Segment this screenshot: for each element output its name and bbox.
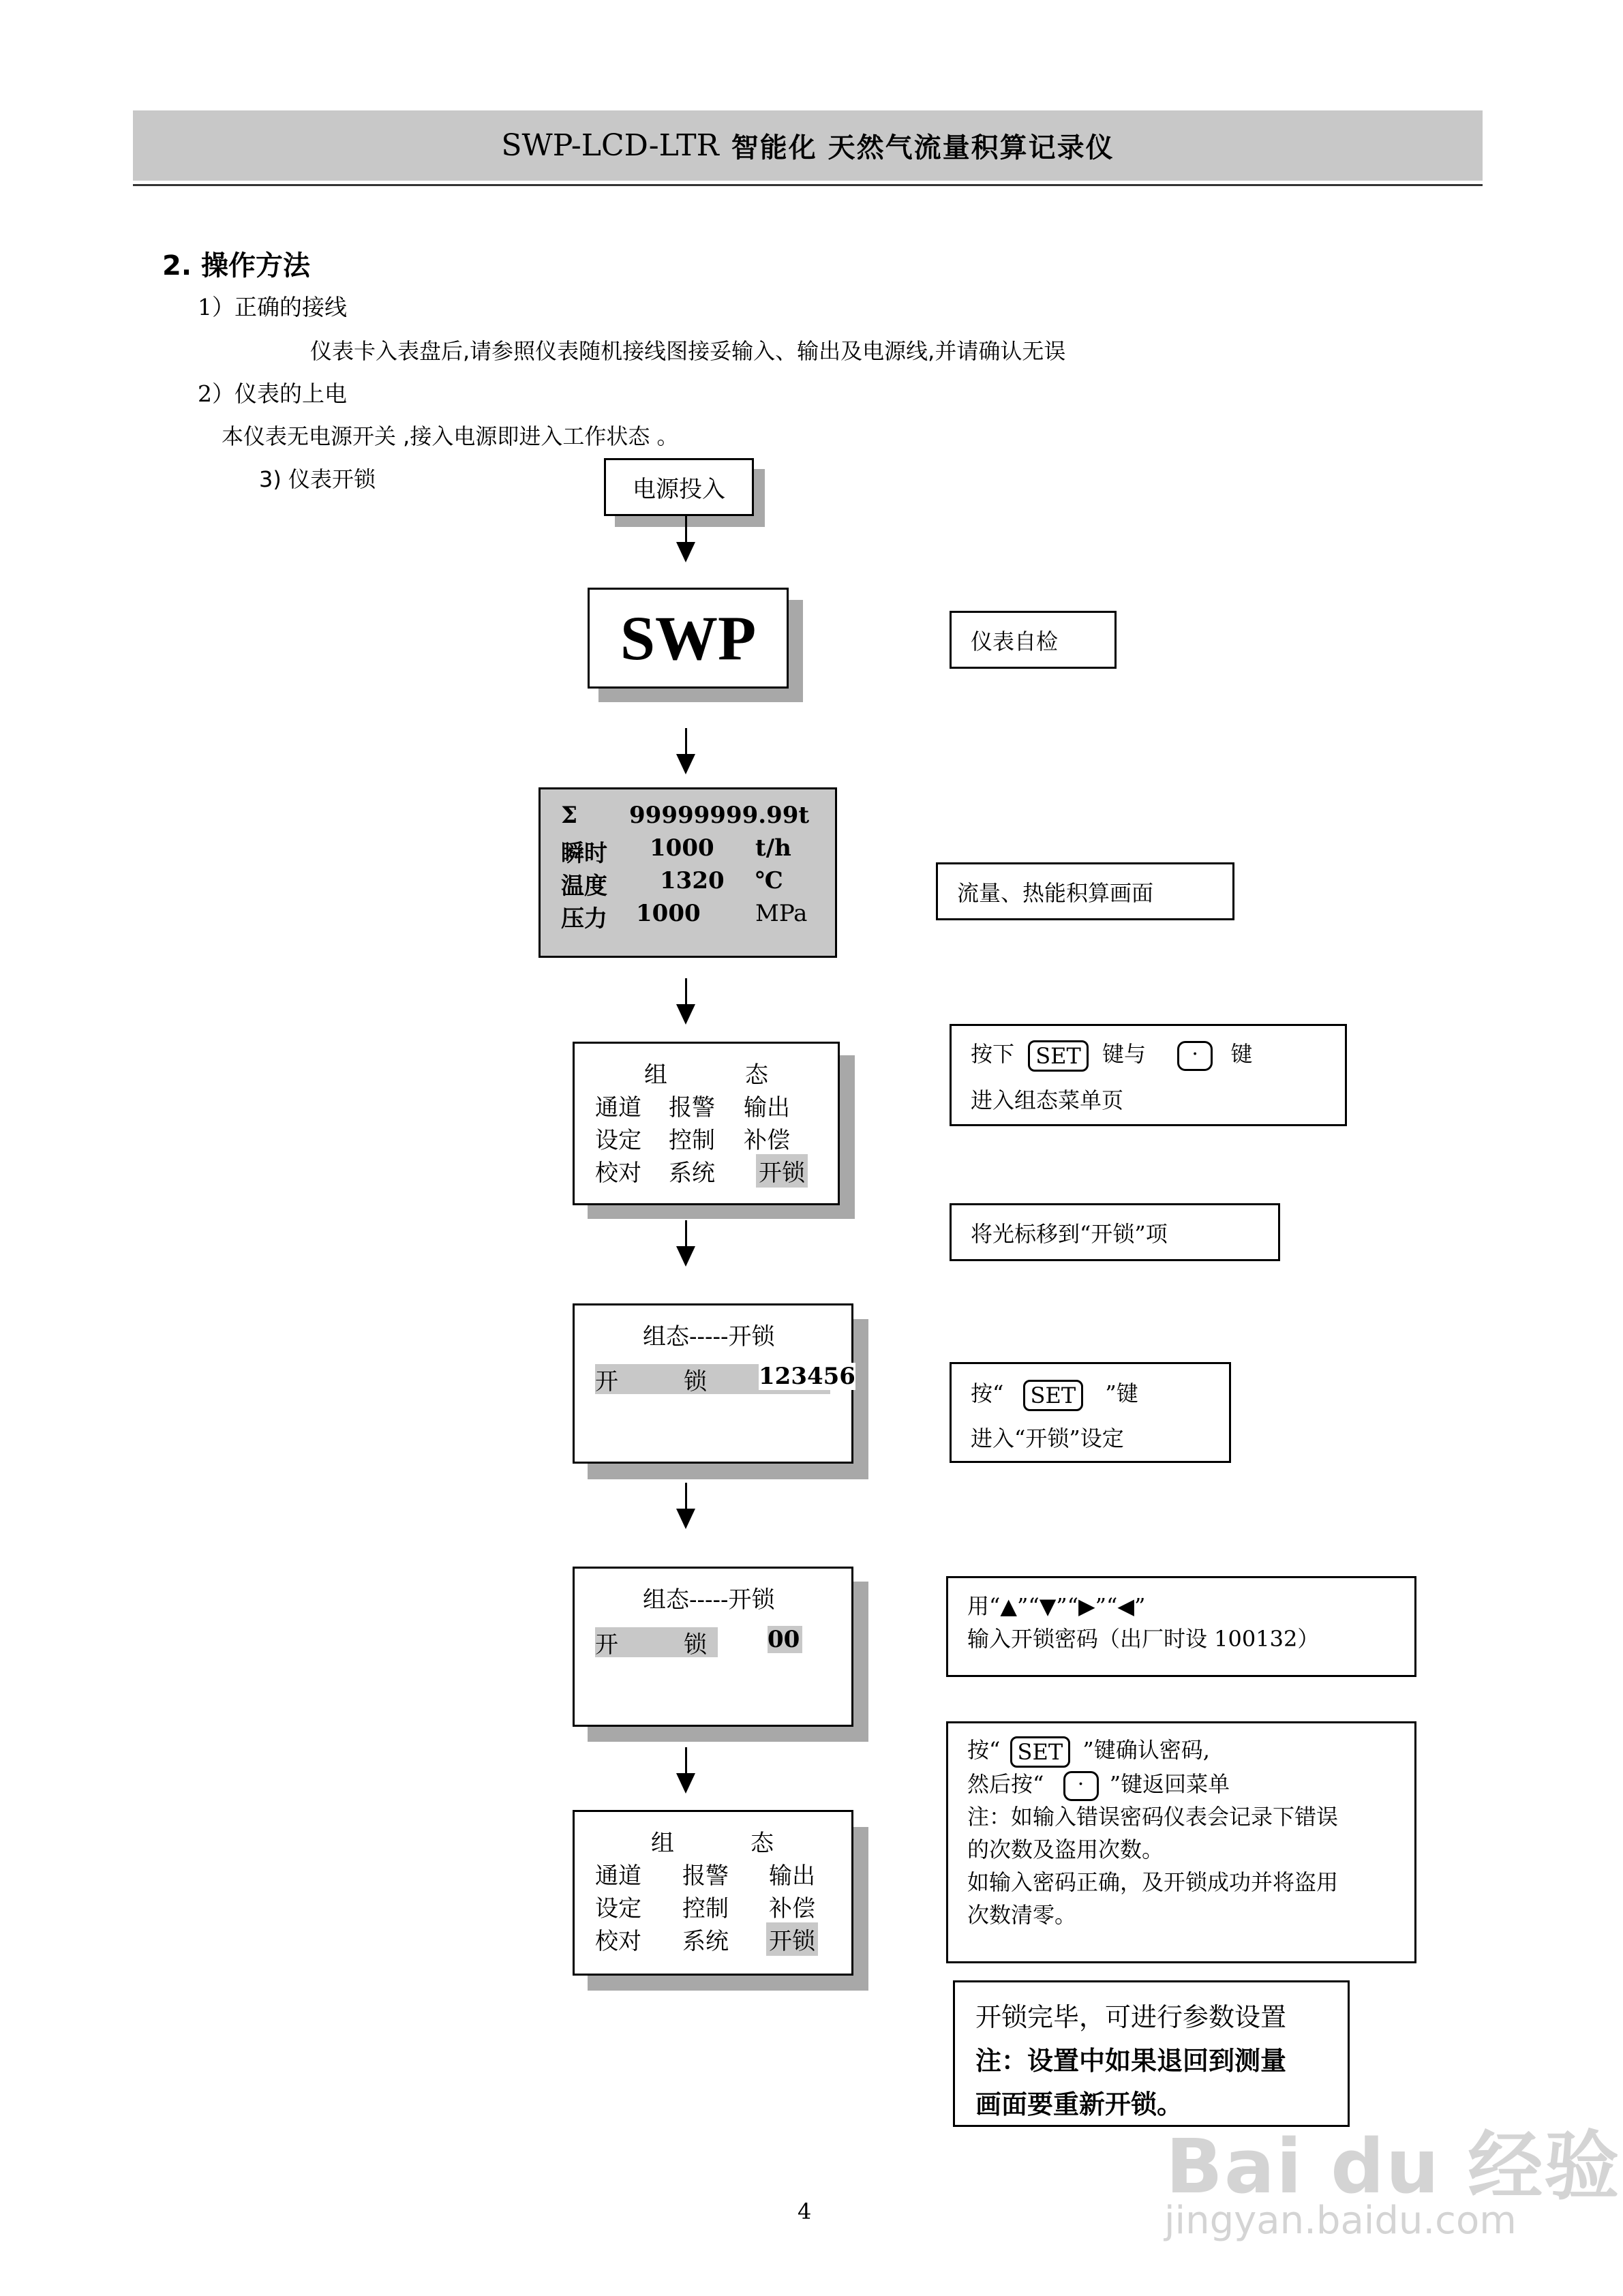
menu-title-a: 组 — [651, 1830, 674, 1857]
flow-arrow — [685, 1747, 687, 1774]
swp-logo: SWP — [620, 603, 757, 673]
arrow-keys-line1: 用“▲”“▼”“▶”“◀” — [967, 1593, 1146, 1619]
watermark-logo: Bai du 经验 — [1166, 2123, 1621, 2210]
measure-value: 1000 — [650, 834, 714, 862]
measure-unit: ℃ — [755, 867, 783, 894]
confirm-line5: 如输入密码正确，及开锁成功并将盗用 — [967, 1869, 1339, 1895]
set-key-icon: SET — [1028, 1040, 1089, 1072]
unlock-screen — [573, 1567, 853, 1727]
flow-arrow — [685, 1220, 687, 1248]
menu-item-alarm: 报警 — [669, 1094, 715, 1121]
dot-key-icon: · — [1177, 1041, 1213, 1071]
menu-item-system: 系统 — [682, 1928, 729, 1955]
menu-item-control: 控制 — [682, 1895, 729, 1922]
menu-item-compensation: 补偿 — [769, 1895, 815, 1922]
confirm-line3: 注：如输入错误密码仪表会记录下错误 — [967, 1804, 1339, 1830]
final-note-line2: 注：设置中如果退回到测量 — [975, 2046, 1287, 2076]
confirm-note — [946, 1721, 1416, 1963]
note-text: 然后按“ — [967, 1771, 1044, 1797]
set-key-icon: SET — [1023, 1380, 1084, 1411]
flow-arrow — [685, 978, 687, 1006]
arrow-head-icon — [676, 542, 695, 562]
confirm-line6: 次数清零。 — [967, 1902, 1077, 1928]
menu-item-setting: 设定 — [595, 1895, 641, 1922]
flow-arrow — [685, 516, 687, 543]
power-on-box — [604, 458, 754, 516]
menu-item-setting: 设定 — [595, 1127, 641, 1154]
measure-note-label: 流量、热能积算画面 — [957, 879, 1154, 906]
measure-unit: MPa — [755, 900, 808, 927]
final-note-line3: 画面要重新开锁。 — [975, 2089, 1183, 2119]
arrow-head-icon — [676, 1509, 695, 1529]
note-text: ”键返回菜单 — [1109, 1771, 1230, 1797]
dot-key-icon: · — [1063, 1771, 1099, 1801]
menu-item-alarm: 报警 — [682, 1862, 729, 1890]
config-menu-screen — [573, 1810, 853, 1976]
menu-item-unlock: 开锁 — [766, 1922, 818, 1956]
note-text: ”键确认密码, — [1082, 1737, 1210, 1763]
set-dot-line1 — [971, 1037, 1252, 1072]
menu-title-a: 组 — [644, 1061, 667, 1089]
cursor-note — [950, 1203, 1280, 1261]
menu-item-calibrate: 校对 — [595, 1928, 641, 1955]
document-title — [133, 110, 1483, 181]
set-dot-line2: 进入组态菜单页 — [971, 1087, 1124, 1113]
sigma-icon: Σ — [561, 802, 578, 829]
note-text: 按下 — [971, 1041, 1015, 1067]
final-note-line1: 开锁完毕，可进行参数设置 — [975, 2002, 1287, 2032]
set-note — [950, 1362, 1231, 1463]
title-description: 智能化 天然气流量积算记录仪 — [731, 132, 1114, 164]
swp-logo-box — [588, 588, 789, 689]
menu-item-channel: 通道 — [595, 1862, 641, 1890]
arrow-head-icon — [676, 1004, 695, 1025]
page-number: 4 — [798, 2199, 812, 2224]
step-1-label: 1）正确的接线 — [198, 294, 347, 320]
final-note — [953, 1980, 1350, 2127]
header-rule — [133, 184, 1483, 186]
flow-arrow — [685, 728, 687, 755]
unlock-label-a: 开 — [595, 1631, 618, 1659]
section-title: 2. 操作方法 — [162, 250, 310, 282]
watermark-url: jingyan.baidu.com — [1164, 2199, 1517, 2243]
power-on-label: 电源投入 — [633, 476, 725, 503]
measure-value: 1320 — [660, 867, 725, 894]
flow-arrow — [685, 1483, 687, 1510]
unlock-title: 组态-----开锁 — [643, 1586, 775, 1614]
menu-item-output: 输出 — [744, 1094, 790, 1121]
set-note-line2: 进入“开锁”设定 — [971, 1425, 1124, 1451]
set-dot-note — [950, 1024, 1347, 1126]
note-text: ”键 — [1105, 1380, 1138, 1406]
unlock-screen — [573, 1303, 853, 1464]
measure-label: 压力 — [561, 905, 607, 933]
arrow-head-icon — [676, 754, 695, 774]
note-text: 键 — [1230, 1041, 1253, 1067]
note-text: 按“ — [971, 1380, 1004, 1406]
config-menu-screen — [573, 1042, 840, 1205]
menu-item-unlock: 开锁 — [756, 1154, 808, 1188]
step-1-body: 仪表卡入表盘后,请参照仪表随机接线图接妥输入、输出及电源线,并请确认无误 — [310, 338, 1066, 364]
menu-item-compensation: 补偿 — [744, 1127, 790, 1154]
arrow-keys-line2: 输入开锁密码（出厂时设 100132） — [967, 1626, 1320, 1652]
measure-label: 瞬时 — [561, 840, 607, 867]
step-3-label: 3) 仪表开锁 — [259, 466, 376, 492]
menu-title-b: 态 — [745, 1061, 768, 1089]
self-check-note — [950, 611, 1117, 669]
measure-label: 温度 — [561, 873, 607, 900]
unlock-label-b: 锁 — [684, 1631, 707, 1659]
step-2-label: 2）仪表的上电 — [198, 380, 347, 407]
arrow-keys-note — [946, 1576, 1416, 1677]
measure-unit: t/h — [755, 834, 791, 862]
self-check-label: 仪表自检 — [971, 628, 1059, 654]
sum-value: 99999999.99t — [629, 802, 810, 829]
measure-value: 1000 — [636, 900, 701, 927]
note-text: 键与 — [1102, 1041, 1146, 1067]
cursor-note-label: 将光标移到“开锁”项 — [971, 1220, 1168, 1247]
unlock-title: 组态-----开锁 — [643, 1323, 775, 1350]
unlock-value: 123456 — [759, 1363, 855, 1390]
note-text: 按“ — [967, 1737, 1001, 1763]
menu-item-system: 系统 — [669, 1160, 715, 1187]
confirm-line1 — [967, 1733, 1210, 1768]
unlock-label-b: 锁 — [684, 1368, 707, 1395]
menu-title-b: 态 — [750, 1830, 774, 1857]
set-key-icon: SET — [1010, 1736, 1071, 1768]
menu-item-output: 输出 — [769, 1862, 815, 1890]
measure-screen — [539, 787, 837, 958]
step-2-body: 本仪表无电源开关 ,接入电源即进入工作状态 。 — [222, 423, 679, 449]
arrow-head-icon — [676, 1246, 695, 1267]
unlock-value: 00 — [768, 1626, 802, 1653]
set-note-line1 — [971, 1376, 1138, 1411]
unlock-label-a: 开 — [595, 1368, 618, 1395]
measure-note — [936, 862, 1234, 920]
title-model: SWP-LCD-LTR — [501, 128, 719, 163]
arrow-head-icon — [676, 1773, 695, 1794]
confirm-line2 — [967, 1767, 1230, 1801]
confirm-line4: 的次数及盗用次数。 — [967, 1837, 1164, 1862]
menu-item-channel: 通道 — [595, 1094, 641, 1121]
menu-item-control: 控制 — [669, 1127, 715, 1154]
menu-item-calibrate: 校对 — [595, 1160, 641, 1187]
